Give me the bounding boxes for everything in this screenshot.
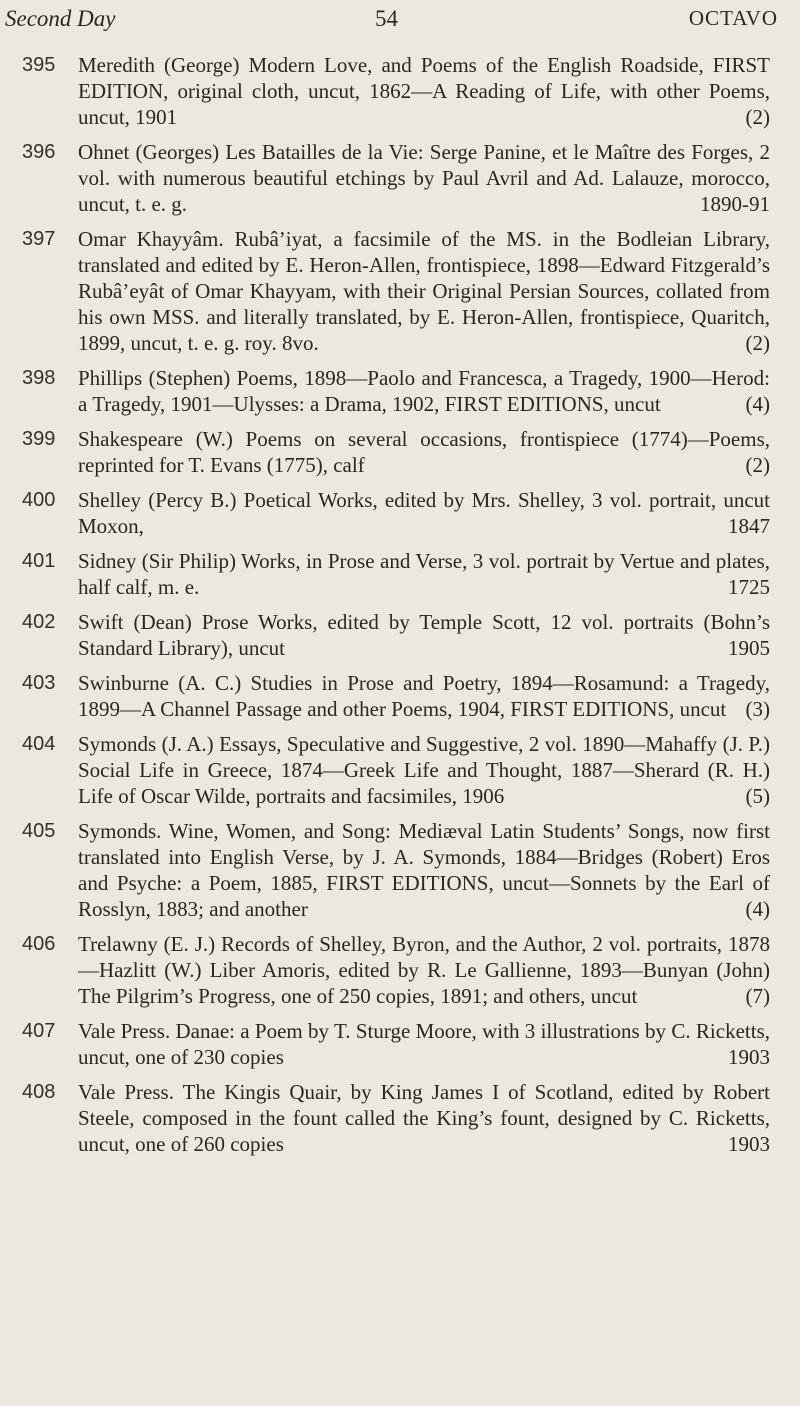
entry-reference: (7)	[745, 984, 770, 1008]
entry-reference: 1847	[728, 514, 770, 538]
entry-body: Shelley (Percy B.) Poetical Works, edited by Mrs. Shelley, 3 vol. portrait, uncut Moxon,	[78, 488, 770, 538]
entry-description	[78, 548, 770, 600]
catalogue-entry	[0, 139, 800, 217]
entry-body: Swift (Dean) Prose Works, edited by Temple Scott, 12 vol. portraits (Bohn’s Standard Library), uncut	[78, 610, 770, 660]
lot-number: 398	[22, 367, 56, 389]
entry-reference: 1905	[728, 636, 770, 660]
entry-body: Swinburne (A. C.) Studies in Prose and Poetry, 1894—Rosamund: a Tragedy, 1899—A Channel Passage and other Poems, 1904, FIRST EDITIONS, uncut	[78, 671, 770, 721]
catalogue-entry	[0, 365, 800, 417]
catalogue-entry	[0, 1079, 800, 1157]
entry-description	[78, 52, 770, 130]
lot-number: 405	[22, 820, 56, 842]
lot-number: 403	[22, 672, 56, 694]
entry-body: Symonds (J. A.) Essays, Speculative and Suggestive, 2 vol. 1890—Mahaffy (J. P.) Social Life in Greece, 1874—Greek Life and Thought, 1887—Sherard (R. H.) Life of Oscar Wilde, portraits and facsimiles, 1906	[78, 732, 770, 808]
page-number: 54	[375, 6, 398, 31]
lot-number: 406	[22, 933, 56, 955]
lot-number: 402	[22, 611, 56, 633]
entry-description	[78, 226, 770, 356]
entry-body: Sidney (Sir Philip) Works, in Prose and Verse, 3 vol. portrait by Vertue and plates, half calf, m. e.	[78, 549, 770, 599]
entry-reference: (2)	[745, 331, 770, 355]
entry-reference: 1725	[728, 575, 770, 599]
entry-description	[78, 426, 770, 478]
catalogue-entry	[0, 52, 800, 130]
entry-description	[78, 609, 770, 661]
lot-number: 395	[22, 54, 56, 76]
entry-reference: 1903	[728, 1132, 770, 1156]
entry-reference: 1903	[728, 1045, 770, 1069]
entry-reference: (3)	[745, 697, 770, 721]
entry-body: Shakespeare (W.) Poems on several occasions, frontispiece (1774)—Poems, reprinted for T. Evans (1775), calf	[78, 427, 770, 477]
entry-description	[78, 487, 770, 539]
entry-reference: (4)	[745, 392, 770, 416]
entry-body: Vale Press. Danae: a Poem by T. Sturge Moore, with 3 illustrations by C. Ricketts, uncut, one of 230 copies	[78, 1019, 770, 1069]
entry-body: Phillips (Stephen) Poems, 1898—Paolo and Francesca, a Tragedy, 1900—Herod: a Tragedy, 1901—Ulysses: a Drama, 1902, FIRST EDITIONS, uncut	[78, 366, 770, 416]
lot-number: 401	[22, 550, 56, 572]
entry-description	[78, 1079, 770, 1157]
entry-description	[78, 1018, 770, 1070]
entry-description	[78, 670, 770, 722]
entry-description	[78, 365, 770, 417]
catalogue-entry	[0, 1018, 800, 1070]
entry-body: Trelawny (E. J.) Records of Shelley, Byron, and the Author, 2 vol. portraits, 1878—Hazlitt (W.) Liber Amoris, edited by R. Le Gallienne, 1893—Bunyan (John) The Pilgrim’s Progress, one of 250 copies, 1891; and others, uncut	[78, 932, 770, 1008]
entry-body: Symonds. Wine, Women, and Song: Mediæval Latin Students’ Songs, now first translated into English Verse, by J. A. Symonds, 1884—Bridges (Robert) Eros and Psyche: a Poem, 1885, FIRST EDITIONS, uncut—Sonnets by the Earl of Rosslyn, 1883; and another	[78, 819, 770, 921]
lot-number: 408	[22, 1081, 56, 1103]
entry-body: Omar Khayyâm. Rubâ’iyat, a facsimile of the MS. in the Bodleian Library, translated and edited by E. Heron-Allen, frontispiece, 1898—Edward Fitzgerald’s Rubâ’eyât of Omar Khayyam, with their Original Persian Sources, collated from his own MSS. and literally translated, by E. Heron-Allen, frontispiece, Quaritch, 1899, uncut, t. e. g. roy. 8vo.	[78, 227, 770, 355]
entry-reference: (4)	[745, 897, 770, 921]
entry-body: Meredith (George) Modern Love, and Poems of the English Roadside, FIRST EDITION, original cloth, uncut, 1862—A Reading of Life, with other Poems, uncut, 1901	[78, 53, 770, 129]
lot-number: 396	[22, 141, 56, 163]
catalogue-entry	[0, 731, 800, 809]
catalogue-entry	[0, 931, 800, 1009]
lot-number: 404	[22, 733, 56, 755]
lot-number: 397	[22, 228, 56, 250]
entry-description	[78, 818, 770, 922]
catalogue-entry	[0, 670, 800, 722]
catalogue-entry	[0, 487, 800, 539]
catalogue-entry	[0, 226, 800, 356]
entry-description	[78, 139, 770, 217]
catalogue-entry	[0, 426, 800, 478]
catalogue-entry	[0, 548, 800, 600]
lot-number: 407	[22, 1020, 56, 1042]
catalogue-entries	[0, 52, 800, 1166]
entry-reference: (5)	[745, 784, 770, 808]
page-header	[0, 6, 800, 46]
section-label: OCTAVO	[688, 6, 778, 30]
entry-body: Vale Press. The Kingis Quair, by King James I of Scotland, edited by Robert Steele, composed in the fount called the King’s fount, designed by C. Ricketts, uncut, one of 260 copies	[78, 1080, 770, 1156]
entry-description	[78, 731, 770, 809]
running-title: Second Day	[5, 6, 116, 31]
entry-description	[78, 931, 770, 1009]
entry-reference: 1890-91	[700, 192, 770, 216]
entry-reference: (2)	[745, 105, 770, 129]
entry-body: Ohnet (Georges) Les Batailles de la Vie: Serge Panine, et le Maître des Forges, 2 vol. with numerous beautiful etchings by Paul Avril and Ad. Lalauze, morocco, uncut, t. e. g.	[78, 140, 770, 216]
lot-number: 400	[22, 489, 56, 511]
catalogue-entry	[0, 818, 800, 922]
catalogue-entry	[0, 609, 800, 661]
entry-reference: (2)	[745, 453, 770, 477]
lot-number: 399	[22, 428, 56, 450]
